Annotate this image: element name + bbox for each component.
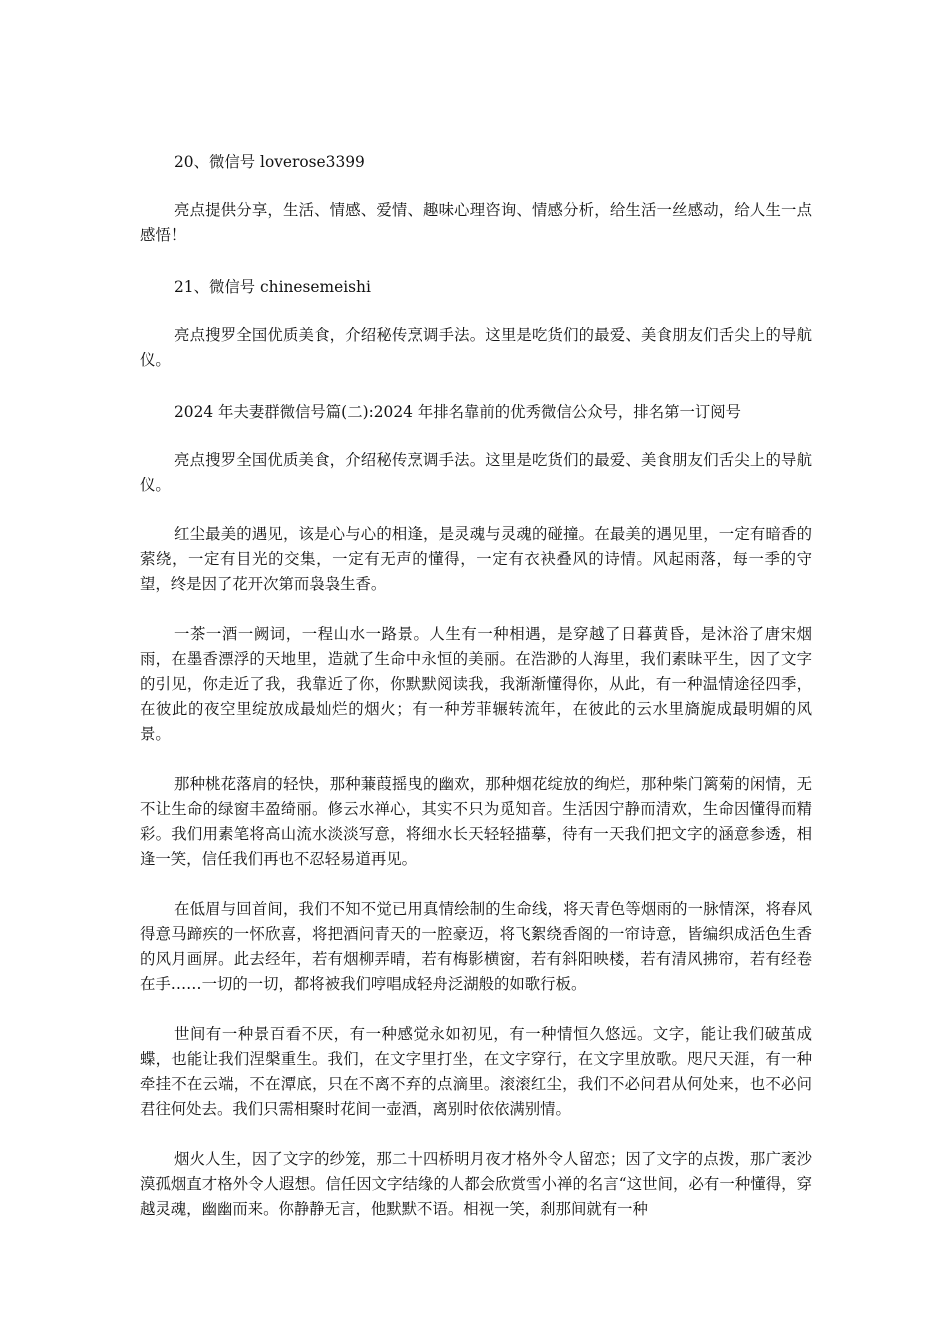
paragraph: 在低眉与回首间，我们不知不觉已用真情绘制的生命线，将天青色等烟雨的一脉情深，将春风得意马蹄疾的一怀欣喜，将把酒问青天的一腔豪迈，将飞絮绕香阁的一帘诗意，皆编织成活色生香的风月画屏。此去经年，若有烟柳弄晴，若有梅影横窗，若有斜阳映楼，若有清风拂帘，若有经卷在手……一切的一切，都将被我们哼唱成轻舟泛湖般的如歌行板。 xyxy=(140,900,812,993)
paragraph: 亮点搜罗全国优质美食，介绍秘传烹调手法。这里是吃货们的最爱、美食朋友们舌尖上的导航仪。 xyxy=(140,451,812,494)
paragraph: 一茶一酒一阙词，一程山水一路景。人生有一种相遇，是穿越了日暮黄昏，是沐浴了唐宋烟雨，在墨香漂浮的天地里，造就了生命中永恒的美丽。在浩渺的人海里，我们素昧平生，因了文字的引见，你走近了我，我靠近了你，你默默阅读我，我渐渐懂得你，从此，有一种温情途径四季，在彼此的夜空里绽放成最灿烂的烟火；有一种芳菲辗转流年，在彼此的云水里旖旎成最明媚的风景。 xyxy=(140,625,812,743)
paragraph-item-20-description: 亮点提供分享，生活、情感、爱情、趣味心理咨询、情感分析，给生活一丝感动，给人生一点感悟！ xyxy=(140,201,812,244)
paragraph: 红尘最美的遇见，该是心与心的相逢，是灵魂与灵魂的碰撞。在最美的遇见里，一定有暗香的萦绕，一定有目光的交集，一定有无声的懂得，一定有衣袂叠风的诗情。风起雨落，每一季的守望，终是因了花开次第而袅袅生香。 xyxy=(140,525,812,593)
section-heading: 2024 年夫妻群微信号篇(二):2024 年排名靠前的优秀微信公众号，排名第一订阅号 xyxy=(174,403,742,421)
paragraph: 那种桃花落肩的轻快，那种蒹葭摇曳的幽欢，那种烟花绽放的绚烂，那种柴门篱菊的闲情，无不让生命的绿窗丰盈绮丽。修云水禅心，其实不只为觅知音。生活因宁静而清欢，生命因懂得而精彩。我们用素笔将高山流水淡淡写意，将细水长天轻轻描摹，待有一天我们把文字的涵意参透，相逢一笑，信任我们再也不忍轻易道再见。 xyxy=(140,775,812,868)
paragraph-item-20-heading: 20、微信号 loverose3399 xyxy=(174,153,365,171)
paragraph: 世间有一种景百看不厌，有一种感觉永如初见，有一种情恒久悠远。文字，能让我们破茧成蝶，也能让我们涅槃重生。我们，在文字里打坐，在文字穿行，在文字里放歌。咫尺天涯，有一种牵挂不在云端，不在潭底，只在不离不弃的点滴里。滚滚红尘，我们不必问君从何处来，也不必问君往何处去。我们只需相聚时花间一壶酒，离别时依依满别情。 xyxy=(140,1025,812,1118)
paragraph-item-21-description: 亮点搜罗全国优质美食，介绍秘传烹调手法。这里是吃货们的最爱、美食朋友们舌尖上的导航仪。 xyxy=(140,326,812,369)
paragraph-item-21-heading: 21、微信号 chinesemeishi xyxy=(174,278,371,296)
paragraph: 烟火人生，因了文字的纱笼，那二十四桥明月夜才格外令人留恋；因了文字的点拨，那广袤沙漠孤烟直才格外令人遐想。信任因文字结缘的人都会欣赏雪小禅的名言“这世间，必有一种懂得，穿越灵魂，幽幽而来。你静静无言，他默默不语。相视一笑，刹那间就有一种 xyxy=(140,1150,812,1218)
